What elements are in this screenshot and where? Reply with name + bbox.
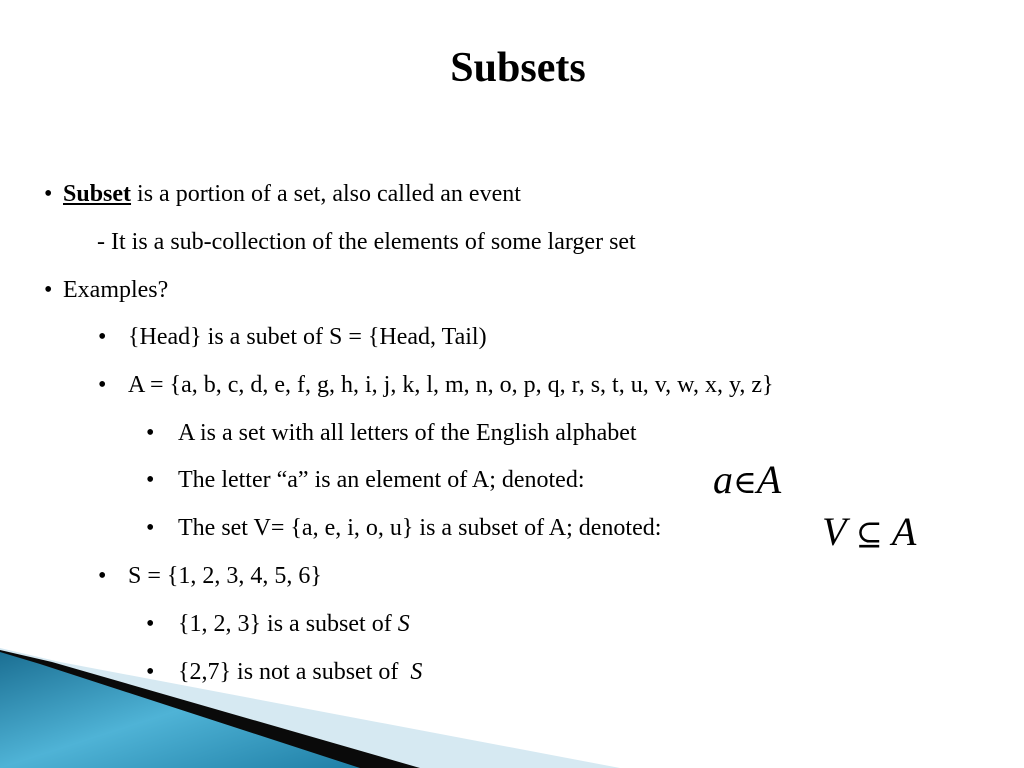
example-text: {Head} is a subet of S = {Head, Tail) xyxy=(128,324,487,350)
example-subset-of xyxy=(146,514,661,542)
bullet-glyph: • xyxy=(146,467,155,493)
example-text: S = {1, 2, 3, 4, 5, 6} xyxy=(128,563,322,589)
bullet-examples xyxy=(44,276,168,304)
example-text: A is a set with all letters of the English alphabet xyxy=(178,420,637,446)
math-symbol: S xyxy=(410,659,423,685)
subset-of-notation xyxy=(822,510,916,556)
slide-title: Subsets xyxy=(450,45,586,91)
math-symbol: S xyxy=(397,611,410,637)
example-die-set xyxy=(98,562,322,590)
examples-label: Examples? xyxy=(63,277,169,303)
sub-collection-note: - It is a sub-collection of the elements of some larger set xyxy=(97,229,636,255)
subset-of-symbol: ⊆ xyxy=(855,516,883,552)
bullet-glyph: • xyxy=(44,181,53,207)
math-symbol: A xyxy=(756,457,782,502)
example-alphabet-description xyxy=(146,419,637,447)
example-element-of xyxy=(146,466,585,494)
math-symbol: A xyxy=(891,509,917,554)
bullet-glyph: • xyxy=(98,372,107,398)
math-symbol: a xyxy=(713,457,733,502)
example-text: {1, 2, 3} is a subset of xyxy=(178,611,392,637)
example-text: A = {a, b, c, d, e, f, g, h, i, j, k, l, m, n, o, p, q, r, s, t, u, v, w, x, y, z} xyxy=(128,372,774,398)
example-alphabet-set xyxy=(98,371,774,399)
bullet-glyph: • xyxy=(98,324,107,350)
bullet-glyph: • xyxy=(146,611,155,637)
example-is-subset xyxy=(146,610,410,638)
example-text: The letter “a” is an element of A; denoted: xyxy=(178,467,585,493)
bullet-glyph: • xyxy=(44,277,53,303)
term-subset: Subset xyxy=(63,181,132,207)
bullet-glyph: • xyxy=(146,515,155,541)
math-symbol: V xyxy=(822,509,846,554)
bullet-subset-definition xyxy=(44,180,521,208)
example-head-subset xyxy=(98,323,487,351)
bullet-glyph: • xyxy=(98,563,107,589)
corner-decoration xyxy=(0,640,620,768)
definition-text: is a portion of a set, also called an event xyxy=(131,181,521,207)
element-of-symbol: ∈ xyxy=(733,464,757,500)
example-text: The set V= {a, e, i, o, u} is a subset of A; denoted: xyxy=(178,515,662,541)
element-of-notation xyxy=(713,458,781,504)
example-text: {2,7} is not a subset of xyxy=(178,659,399,685)
bullet-glyph: • xyxy=(146,420,155,446)
bullet-glyph: • xyxy=(146,659,155,685)
